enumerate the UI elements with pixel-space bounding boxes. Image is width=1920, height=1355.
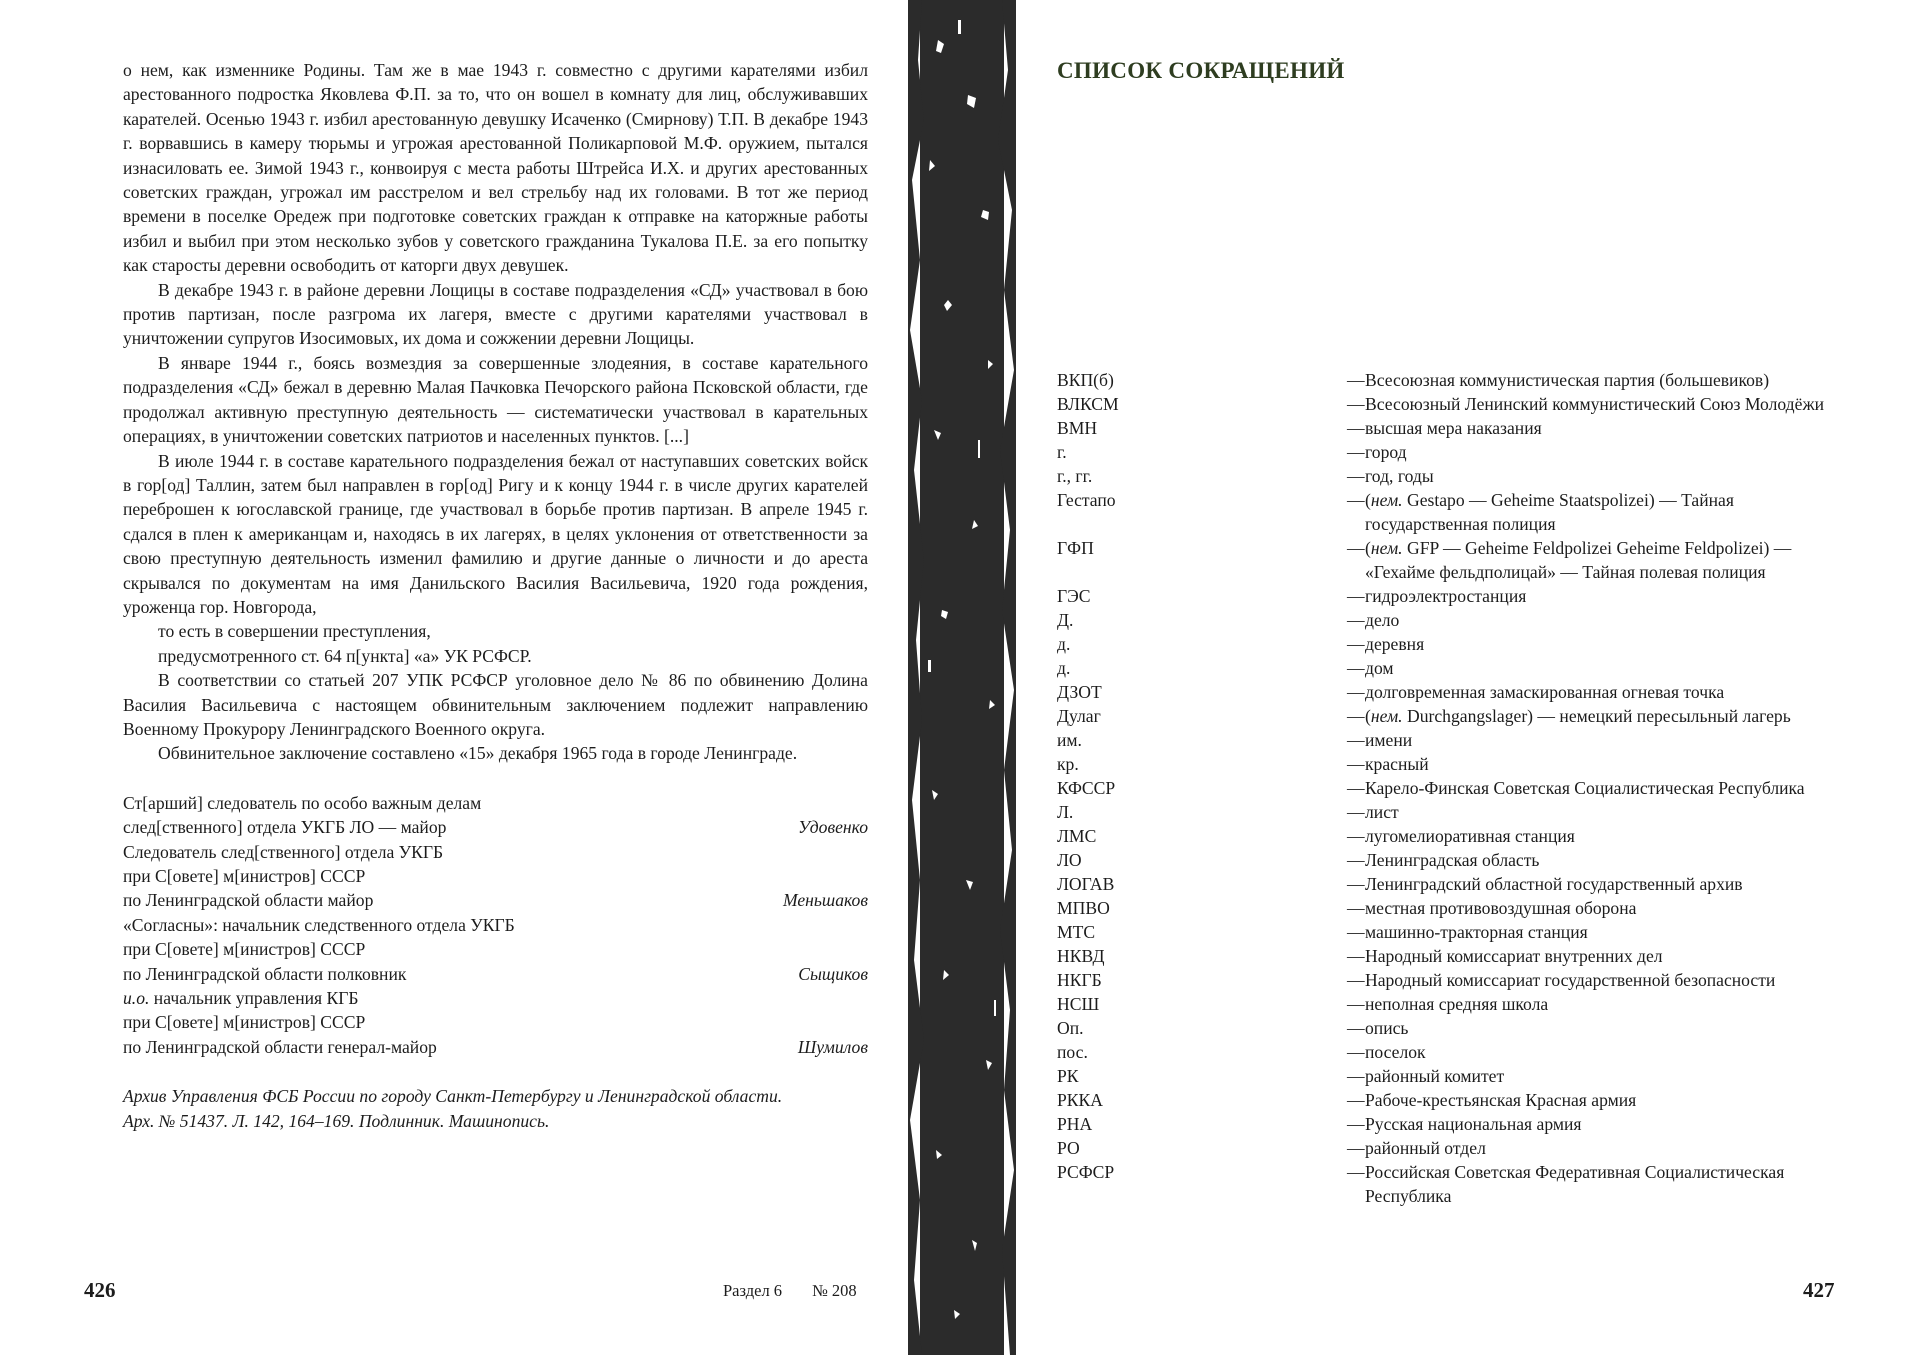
- abbreviation-row: [1057, 800, 1847, 824]
- signature-line: [123, 937, 868, 961]
- signature-line: [123, 815, 868, 839]
- abbreviation-row: [1057, 536, 1847, 584]
- signature-text: [123, 962, 406, 986]
- abbreviation-definition: [1347, 1112, 1847, 1136]
- abbreviation-term: д.: [1057, 658, 1071, 678]
- signature-role: при С[овете] м[инистров] СССР: [123, 939, 366, 960]
- running-footer: [723, 1281, 857, 1301]
- abbreviation-term: ЛМС: [1057, 826, 1097, 846]
- abbreviation-definition: [1347, 1088, 1847, 1112]
- dash-separator: —: [1347, 538, 1365, 558]
- dash-separator: —: [1347, 442, 1365, 462]
- signature-line: [123, 864, 868, 888]
- abbreviation-term: КФССР: [1057, 778, 1116, 798]
- abbreviation-term: Д.: [1057, 610, 1074, 630]
- definition-body: опись: [1365, 1018, 1409, 1038]
- signature-block: [123, 791, 868, 1059]
- abbreviation-term: им.: [1057, 730, 1082, 750]
- abbreviation-definition: [1347, 656, 1847, 680]
- signature-text: [123, 913, 515, 937]
- abbreviation-definition: [1347, 368, 1847, 392]
- abbreviation-definition: [1347, 608, 1847, 632]
- definition-text: [1365, 1088, 1847, 1112]
- abbreviation-definition: [1347, 392, 1847, 416]
- definition-body: год, годы: [1365, 466, 1434, 486]
- abbreviation-term: РСФСР: [1057, 1162, 1115, 1182]
- abbreviation-definition: [1347, 824, 1847, 848]
- signature-role: Ст[арший] следователь по особо важным делам: [123, 792, 482, 813]
- signature-text: [123, 840, 443, 864]
- abbreviation-term: ДЗОТ: [1057, 682, 1102, 702]
- abbreviation-row: [1057, 680, 1847, 704]
- abbreviation-term: НКГБ: [1057, 970, 1102, 990]
- definition-body: Всесоюзная коммунистическая партия (большевиков): [1365, 370, 1770, 390]
- dash-separator: —: [1347, 1066, 1365, 1086]
- archive-reference: [123, 1084, 868, 1133]
- definition-text: [1365, 800, 1847, 824]
- charge-line-2: предусмотренного ст. 64 п[ункта] «а» УК РСФСР.: [158, 645, 532, 666]
- dash-separator: —: [1347, 610, 1365, 630]
- abbreviation-row: [1057, 728, 1847, 752]
- abbreviation-term: ЛО: [1057, 850, 1082, 870]
- dash-separator: —: [1347, 826, 1365, 846]
- definition-body: имени: [1365, 730, 1413, 750]
- definition-body: Gestapo — Geheime Staatspolizei) — Тайная государственная полиция: [1365, 490, 1734, 534]
- definition-body: город: [1365, 442, 1407, 462]
- abbreviation-list: [1057, 368, 1847, 1208]
- abbreviation-term: ВЛКСМ: [1057, 394, 1119, 414]
- signature-line: [123, 1035, 868, 1059]
- abbreviation-row: [1057, 1088, 1847, 1112]
- definition-body: местная противовоздушная оборона: [1365, 898, 1637, 918]
- dash-separator: —: [1347, 1090, 1365, 1110]
- abbreviation-row: [1057, 824, 1847, 848]
- definition-body: районный отдел: [1365, 1138, 1486, 1158]
- abbreviation-definition: [1347, 536, 1847, 584]
- abbreviation-term: пос.: [1057, 1042, 1088, 1062]
- definition-body: Ленинградский областной государственный архив: [1365, 874, 1743, 894]
- signature-text: [123, 888, 373, 912]
- signature-line: [123, 791, 868, 815]
- signature-text: [123, 1010, 365, 1034]
- abbreviation-term: ВМН: [1057, 418, 1098, 438]
- abbreviation-row: [1057, 1112, 1847, 1136]
- signature-text: [123, 1035, 437, 1059]
- definition-body: Народный комиссариат государственной безопасности: [1365, 970, 1776, 990]
- dash-separator: —: [1347, 490, 1365, 510]
- abbreviation-row: [1057, 1160, 1847, 1208]
- signatory-name: Шумилов: [797, 1036, 868, 1057]
- definition-body: лугомелиоративная станция: [1365, 826, 1575, 846]
- abbreviation-row: [1057, 440, 1847, 464]
- definition-text: [1365, 1136, 1847, 1160]
- abbreviation-term: НСШ: [1057, 994, 1100, 1014]
- abbreviation-term: ВКП(б): [1057, 370, 1114, 390]
- page-number-left: 426: [84, 1278, 116, 1302]
- signature-role: по Ленинградской области полковник: [123, 963, 407, 984]
- abbreviation-definition: [1347, 1160, 1847, 1208]
- definition-text: [1365, 1112, 1847, 1136]
- definition-body: гидроэлектростанция: [1365, 586, 1527, 606]
- definition-text: (нем. Gestapo — Geheime Staatspolizei) — Тайная государственная полиция: [1365, 490, 1734, 534]
- abbreviation-row: [1057, 464, 1847, 488]
- archive-line-2: Арх. № 51437. Л. 142, 164–169. Подлинник. Машинопись.: [123, 1110, 550, 1131]
- paragraph-5: В соответствии со статьей 207 УПК РСФСР уголовное дело № 86 по обвинению Долина Василия Васильевича с настоящем обвинительным заключением подлежит направлению Военному Прокурору Ленинградского Военного округа.: [123, 670, 868, 739]
- language-mark: нем.: [1370, 706, 1403, 726]
- dash-separator: —: [1347, 682, 1365, 702]
- signature-role: при С[овете] м[инистров] СССР: [123, 1012, 366, 1033]
- dash-separator: —: [1347, 994, 1365, 1014]
- abbreviation-term: Гестапо: [1057, 490, 1116, 510]
- abbreviation-definition: [1347, 800, 1847, 824]
- definition-body: красный: [1365, 754, 1429, 774]
- dash-separator: —: [1347, 730, 1365, 750]
- definition-body: дело: [1365, 610, 1400, 630]
- language-mark: нем.: [1370, 490, 1403, 510]
- definition-body: Durchgangslager) — немецкий пересыльный лагерь: [1407, 706, 1791, 726]
- abbreviation-row: [1057, 368, 1847, 392]
- abbreviation-definition: [1347, 1040, 1847, 1064]
- signature-text: [123, 815, 446, 839]
- dash-separator: —: [1347, 898, 1365, 918]
- definition-body: Народный комиссариат внутренних дел: [1365, 946, 1663, 966]
- definition-text: [1365, 1064, 1847, 1088]
- page-title: СПИСОК СОКРАЩЕНИЙ: [1057, 58, 1345, 83]
- left-page: [123, 58, 868, 1133]
- abbreviation-definition: [1347, 704, 1847, 728]
- charge-line-1: то есть в совершении преступления,: [158, 621, 431, 642]
- definition-text: [1365, 944, 1847, 968]
- signature-role: по Ленинградской области майор: [123, 890, 374, 911]
- abbreviation-term: ГЭС: [1057, 586, 1091, 606]
- signature-line: [123, 1010, 868, 1034]
- abbreviation-term: НКВД: [1057, 946, 1105, 966]
- right-page: [1057, 58, 1837, 1206]
- definition-text: (нем. Durchgangslager) — немецкий пересыльный лагерь: [1365, 706, 1791, 726]
- abbreviation-definition: [1347, 488, 1847, 536]
- dash-separator: —: [1347, 1114, 1365, 1134]
- definition-text: [1365, 608, 1847, 632]
- dash-separator: —: [1347, 370, 1365, 390]
- definition-text: [1365, 776, 1847, 800]
- abbreviation-row: [1057, 992, 1847, 1016]
- dash-separator: —: [1347, 778, 1365, 798]
- signatory-name: Сыщиков: [798, 963, 868, 984]
- definition-text: [1365, 920, 1847, 944]
- definition-body: дом: [1365, 658, 1394, 678]
- abbreviation-definition: [1347, 776, 1847, 800]
- abbreviation-row: [1057, 776, 1847, 800]
- definition-text: [1365, 992, 1847, 1016]
- dash-separator: —: [1347, 1018, 1365, 1038]
- abbreviation-definition: [1347, 1136, 1847, 1160]
- definition-text: [1365, 416, 1847, 440]
- abbreviation-row: [1057, 1040, 1847, 1064]
- definition-text: [1365, 968, 1847, 992]
- dash-separator: —: [1347, 394, 1365, 414]
- signatory-name: Меньшаков: [782, 890, 868, 911]
- abbreviation-definition: [1347, 464, 1847, 488]
- signatory-name: Удовенко: [798, 817, 868, 838]
- language-mark: нем.: [1370, 538, 1403, 558]
- abbreviation-definition: [1347, 752, 1847, 776]
- abbreviation-row: [1057, 1136, 1847, 1160]
- definition-text: [1365, 368, 1847, 392]
- abbreviation-definition: [1347, 944, 1847, 968]
- abbreviation-term: кр.: [1057, 754, 1079, 774]
- definition-body: деревня: [1365, 634, 1425, 654]
- signature-line: [123, 840, 868, 864]
- abbreviation-definition: [1347, 848, 1847, 872]
- definition-text: [1365, 584, 1847, 608]
- paragraph-2: В декабре 1943 г. в районе деревни Лощицы в составе подразделения «СД» участвовал в бою против партизан, после разгрома их лагеря, вместе с другими карателями участвовал в уничтожении супругов Изосимовых, их дома и сожжении деревни Лощицы.: [123, 279, 868, 349]
- definition-text: [1365, 1016, 1847, 1040]
- definition-text: [1365, 824, 1847, 848]
- signature-line: [123, 962, 868, 986]
- dash-separator: —: [1347, 658, 1365, 678]
- dash-separator: —: [1347, 946, 1365, 966]
- archive-line-1: Архив Управления ФСБ России по городу Санкт-Петербургу и Ленинградской области.: [123, 1086, 783, 1107]
- abbreviation-row: [1057, 944, 1847, 968]
- abbreviation-term: РНА: [1057, 1114, 1093, 1134]
- abbreviation-definition: [1347, 440, 1847, 464]
- dash-separator: —: [1347, 874, 1365, 894]
- abbreviation-definition: [1347, 896, 1847, 920]
- abbreviation-row: [1057, 1064, 1847, 1088]
- abbreviation-row: [1057, 920, 1847, 944]
- paragraph-3: В январе 1944 г., боясь возмездия за совершенные злодеяния, в составе карательного подразделения «СД» бежал в деревню Малая Пачковка Печорского района Псковской области, где продолжал активную преступную деятельность — систематически участвовал в карательных операциях, в уничтожении советских патриотов и населенных пунктов. [...]: [123, 352, 868, 447]
- abbreviation-definition: [1347, 872, 1847, 896]
- gutter-texture: [908, 0, 1016, 1355]
- definition-text: [1365, 392, 1847, 416]
- abbreviation-row: [1057, 608, 1847, 632]
- signature-role: след[ственного] отдела УКГБ ЛО — майор: [123, 817, 447, 838]
- definition-body: долговременная замаскированная огневая точка: [1365, 682, 1725, 702]
- signature-role: Следователь след[ственного] отдела УКГБ: [123, 841, 444, 862]
- dash-separator: —: [1347, 970, 1365, 990]
- definition-text: [1365, 872, 1847, 896]
- dash-separator: —: [1347, 586, 1365, 606]
- signature-role: при С[овете] м[инистров] СССР: [123, 866, 366, 886]
- signature-text: [123, 986, 359, 1010]
- signature-line: [123, 888, 868, 912]
- abbreviation-row: [1057, 656, 1847, 680]
- page-number-right: 427: [1803, 1278, 1835, 1302]
- abbreviation-definition: [1347, 632, 1847, 656]
- abbreviation-row: [1057, 752, 1847, 776]
- abbreviation-row: [1057, 896, 1847, 920]
- paragraph-1: о нем, как изменнике Родины. Там же в мае 1943 г. совместно с другими карателями избил арестованного подростка Яковлева Ф.П. за то, что он вошел в комнату для лиц, обслуживавших карателей. Осенью 1943 г. избил арестованную девушку Исаченко (Смирнову) Т.П. В декабре 1943 г. ворвавшись в камеру тюрьмы и угрожая арестованной Поликарповой М.Ф. оружием, пытался изнасиловать ее. Зимой 1943 г., конвоируя с места работы Штрейса И.Х. и других арестованных советских граждан, угрожал им расстрелом и вел стрельбу над их головами. В тот же период времени в поселке Оредеж при подготовке советских граждан к отправке на каторжные работы избил и выбил при этом несколько зубов у советского гражданина Тукалова П.Е. за его попытку как старосты деревни освободить от каторги двух девушек.: [123, 60, 868, 276]
- dash-separator: —: [1347, 1042, 1365, 1062]
- definition-body: Рабоче-крестьянская Красная армия: [1365, 1090, 1637, 1110]
- abbreviation-row: [1057, 968, 1847, 992]
- signature-text: [123, 937, 365, 961]
- abbreviation-row: [1057, 872, 1847, 896]
- definition-body: Русская национальная армия: [1365, 1114, 1582, 1134]
- signature-role: «Согласны»: начальник следственного отдела УКГБ: [123, 914, 515, 935]
- abbreviation-term: РК: [1057, 1066, 1079, 1086]
- dash-separator: —: [1347, 466, 1365, 486]
- abbreviation-definition: [1347, 992, 1847, 1016]
- abbreviation-row: [1057, 632, 1847, 656]
- running-section: Раздел 6: [723, 1281, 783, 1300]
- abbreviation-term: МТС: [1057, 922, 1096, 942]
- abbreviation-term: Л.: [1057, 802, 1074, 822]
- abbreviation-row: [1057, 416, 1847, 440]
- definition-body: поселок: [1365, 1042, 1426, 1062]
- dash-separator: —: [1347, 418, 1365, 438]
- definition-body: Карело-Финская Советская Социалистическая Республика: [1365, 778, 1805, 798]
- abbreviation-definition: [1347, 584, 1847, 608]
- signature-role: начальник управления КГБ: [153, 988, 359, 1009]
- definition-text: [1365, 440, 1847, 464]
- abbreviation-term: Оп.: [1057, 1018, 1084, 1038]
- dash-separator: —: [1347, 754, 1365, 774]
- abbreviation-definition: [1347, 728, 1847, 752]
- abbreviation-term: ГФП: [1057, 538, 1094, 558]
- dash-separator: —: [1347, 850, 1365, 870]
- abbreviation-definition: [1347, 1016, 1847, 1040]
- definition-text: [1365, 1040, 1847, 1064]
- signature-prefix: и.о.: [123, 988, 150, 1009]
- abbreviation-definition: [1347, 1064, 1847, 1088]
- definition-text: [1365, 656, 1847, 680]
- dash-separator: —: [1347, 1138, 1365, 1158]
- definition-body: машинно-тракторная станция: [1365, 922, 1588, 942]
- dash-separator: —: [1347, 634, 1365, 654]
- abbreviation-term: ЛОГАВ: [1057, 874, 1115, 894]
- abbreviation-term: д.: [1057, 634, 1071, 654]
- dash-separator: —: [1347, 1162, 1365, 1182]
- definition-text: [1365, 464, 1847, 488]
- abbreviation-term: МПВО: [1057, 898, 1110, 918]
- definition-text: [1365, 680, 1847, 704]
- abbreviation-definition: [1347, 680, 1847, 704]
- abbreviation-row: [1057, 704, 1847, 728]
- definition-body: лист: [1365, 802, 1399, 822]
- definition-text: [1365, 1160, 1847, 1208]
- signature-text: [123, 864, 365, 888]
- abbreviation-definition: [1347, 968, 1847, 992]
- paragraph-6: Обвинительное заключение составлено «15» декабря 1965 года в городе Ленинграде.: [158, 743, 798, 764]
- definition-body: Российская Советская Федеративная Социалистическая Республика: [1365, 1162, 1785, 1206]
- abbreviation-term: г.: [1057, 442, 1067, 462]
- abbreviation-row: [1057, 488, 1847, 536]
- abbreviation-row: [1057, 848, 1847, 872]
- abbreviation-row: [1057, 584, 1847, 608]
- abbreviation-row: [1057, 1016, 1847, 1040]
- definition-body: неполная средняя школа: [1365, 994, 1549, 1014]
- dash-separator: —: [1347, 706, 1365, 726]
- definition-text: [1365, 896, 1847, 920]
- definition-body: высшая мера наказания: [1365, 418, 1542, 438]
- definition-text: (нем. GFP — Geheime Feldpolizei Geheime Feldpolizei) — «Гехайме фельдполицай» — Тайная полевая полиция: [1365, 538, 1792, 582]
- abbreviation-definition: [1347, 416, 1847, 440]
- abbreviation-term: Дулаг: [1057, 706, 1101, 726]
- definition-body: Всесоюзный Ленинский коммунистический Союз Молодёжи: [1365, 394, 1825, 414]
- signature-role: по Ленинградской области генерал-майор: [123, 1036, 437, 1057]
- definition-text: [1365, 632, 1847, 656]
- running-doc-number: № 208: [812, 1281, 857, 1300]
- dash-separator: —: [1347, 922, 1365, 942]
- definition-body: GFP — Geheime Feldpolizei Geheime Feldpolizei) — «Гехайме фельдполицай» — Тайная полевая полиция: [1365, 538, 1792, 582]
- signature-line: [123, 913, 868, 937]
- paragraph-4: В июле 1944 г. в составе карательного подразделения бежал от наступавших советских войск в гор[од] Таллин, затем был направлен в гор[од] Ригу и к концу 1944 г. в числе других карателей переброшен к югославской границе, где участвовал в борьбе против партизан. В апреле 1945 г. сдался в плен к американцам и, находясь в их лагерях, в целях уклонения от ответственности за свою преступную деятельность изменил фамилию и другие данные о личности и до ареста скрывался по документам на имя Данильского Василия Васильевича, 1920 года рождения, уроженца гор. Новгорода,: [123, 450, 868, 617]
- abbreviation-term: г., гг.: [1057, 466, 1093, 486]
- signature-text: [123, 791, 481, 815]
- definition-text: [1365, 848, 1847, 872]
- definition-text: [1365, 728, 1847, 752]
- dash-separator: —: [1347, 802, 1365, 822]
- definition-body: районный комитет: [1365, 1066, 1505, 1086]
- definition-text: [1365, 752, 1847, 776]
- signature-line: [123, 986, 868, 1010]
- abbreviation-definition: [1347, 920, 1847, 944]
- abbreviation-term: РО: [1057, 1138, 1080, 1158]
- definition-body: Ленинградская область: [1365, 850, 1540, 870]
- abbreviation-row: [1057, 392, 1847, 416]
- abbreviation-term: РККА: [1057, 1090, 1103, 1110]
